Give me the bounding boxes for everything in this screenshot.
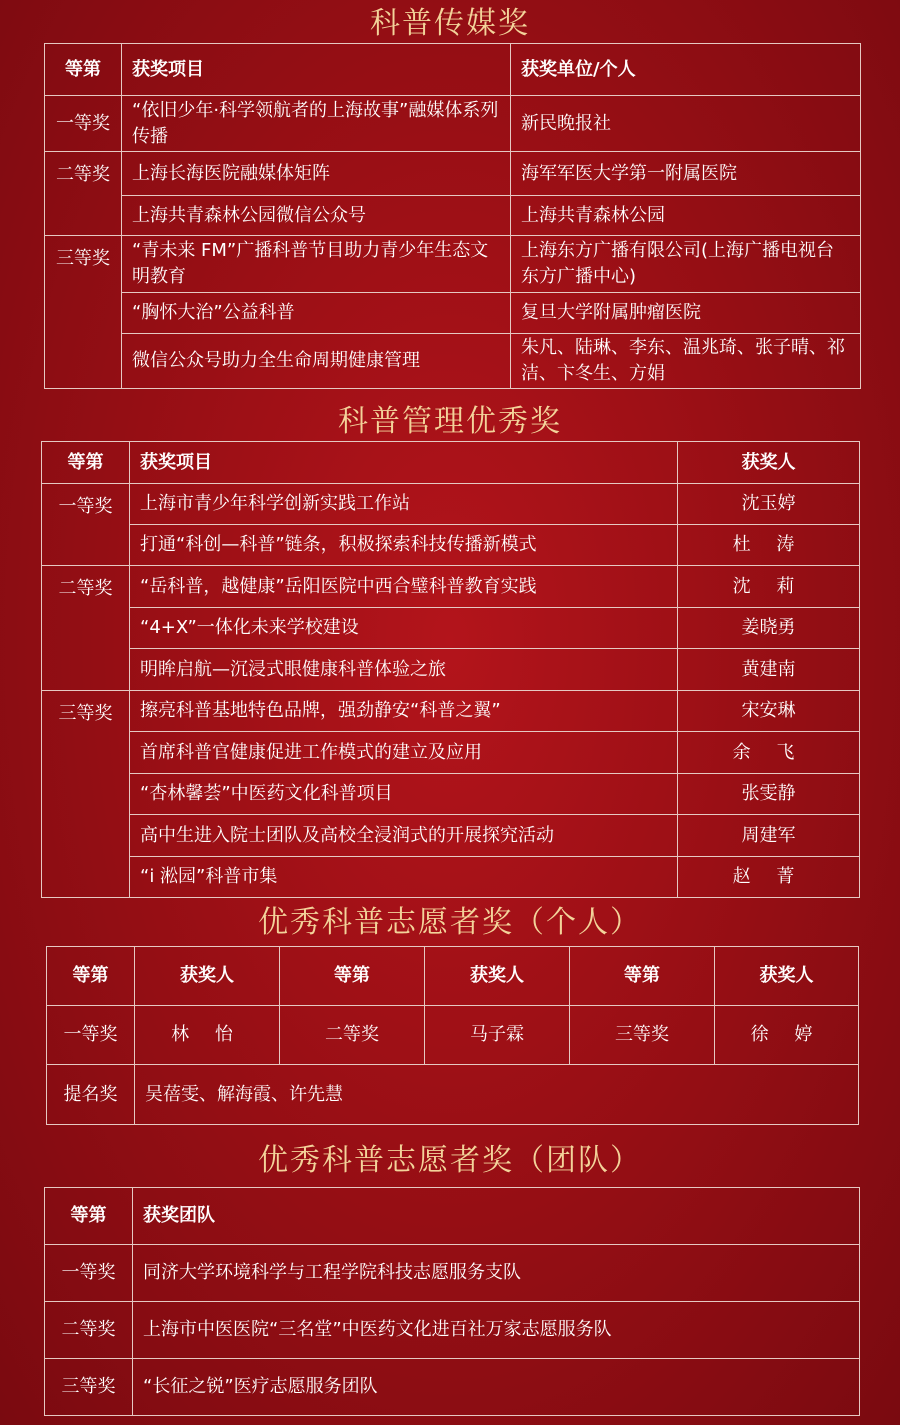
header-grade: 等第 [45,44,122,96]
management-award-table [41,441,860,898]
table-row [47,1065,859,1125]
project-cell: “依旧少年·科学领航者的上海故事”融媒体系列传播 [122,96,511,152]
nominees-cell: 吴蓓雯、解海霞、许先慧 [135,1065,859,1125]
table-row [45,152,861,196]
winner-cell: 海军军医大学第一附属医院 [511,152,861,196]
grade-cell: 三等奖 [570,1006,715,1065]
table-header-row [45,1188,860,1245]
table-row [45,1359,860,1416]
winner-cell: 姜晓勇 [678,608,860,649]
table-row [42,691,860,732]
table-row [45,334,861,389]
table-row [45,96,861,152]
project-cell: 微信公众号助力全生命周期健康管理 [122,334,511,389]
header-winner: 获奖人 [135,947,280,1006]
table-row [42,484,860,525]
table-header-row [47,947,859,1006]
media-award-table [44,43,861,389]
table-row [42,525,860,566]
grade-cell: 一等奖 [45,96,122,152]
winner-cell: 赵 菁 [678,857,860,898]
winner-cell: 朱凡、陆琳、李东、温兆琦、张子晴、祁洁、卞冬生、方娟 [511,334,861,389]
header-winner: 获奖人 [678,442,860,484]
winner-cell: 林 怡 [135,1006,280,1065]
project-cell: “岳科普，越健康”岳阳医院中西合璧科普教育实践 [130,566,678,608]
header-winner: 获奖人 [715,947,859,1006]
table-row [42,608,860,649]
project-cell: 打通“科创—科普”链条，积极探索科技传播新模式 [130,525,678,566]
grade-cell: 二等奖 [280,1006,425,1065]
project-cell: “杏林馨荟”中医药文化科普项目 [130,774,678,815]
grade-cell: 三等奖 [45,1359,133,1416]
grade-cell: 二等奖 [42,566,130,691]
table-row [45,293,861,334]
grade-cell: 三等奖 [42,691,130,898]
header-grade: 等第 [45,1188,133,1245]
team-cell: 上海市中医医院“三名堂”中医药文化进百社万家志愿服务队 [133,1302,860,1359]
table-row [42,732,860,774]
media-award-title: 科普传媒奖 [370,6,530,41]
header-project: 获奖项目 [122,44,511,96]
winner-cell: 新民晚报社 [511,96,861,152]
project-cell: “4+X”一体化未来学校建设 [130,608,678,649]
volunteer-team-table [44,1187,860,1416]
table-row [42,815,860,857]
project-cell: 上海共青森林公园微信公众号 [122,196,511,236]
winner-cell: 徐 婷 [715,1006,859,1065]
management-award-title: 科普管理优秀奖 [338,404,562,439]
team-cell: “长征之锐”医疗志愿服务团队 [133,1359,860,1416]
table-row [45,196,861,236]
winner-cell: 周建军 [678,815,860,857]
winner-cell: 沈 莉 [678,566,860,608]
winner-cell: 复旦大学附属肿瘤医院 [511,293,861,334]
header-winner: 获奖人 [425,947,570,1006]
grade-cell: 提名奖 [47,1065,135,1125]
winner-cell: 黄建南 [678,649,860,691]
table-row [45,236,861,293]
header-grade: 等第 [570,947,715,1006]
grade-cell: 二等奖 [45,152,122,236]
header-winner: 获奖单位/个人 [511,44,861,96]
volunteer-team-title: 优秀科普志愿者奖（团队） [258,1143,642,1178]
header-project: 获奖项目 [130,442,678,484]
project-cell: “i 淞园”科普市集 [130,857,678,898]
table-row [42,566,860,608]
table-header-row [42,442,860,484]
table-header-row [45,44,861,96]
project-cell: 高中生进入院士团队及高校全浸润式的开展探究活动 [130,815,678,857]
project-cell: 首席科普官健康促进工作模式的建立及应用 [130,732,678,774]
grade-cell: 二等奖 [45,1302,133,1359]
grade-cell: 一等奖 [42,484,130,566]
project-cell: 明眸启航—沉浸式眼健康科普体验之旅 [130,649,678,691]
table-row [47,1006,859,1065]
project-cell: 擦亮科普基地特色品牌，强劲静安“科普之翼” [130,691,678,732]
header-grade: 等第 [47,947,135,1006]
winner-cell: 马子霖 [425,1006,570,1065]
project-cell: 上海长海医院融媒体矩阵 [122,152,511,196]
header-team: 获奖团队 [133,1188,860,1245]
grade-cell: 三等奖 [45,236,122,389]
table-row [45,1302,860,1359]
header-grade: 等第 [42,442,130,484]
header-grade: 等第 [280,947,425,1006]
grade-cell: 一等奖 [45,1245,133,1302]
volunteer-individual-title: 优秀科普志愿者奖（个人） [258,905,642,940]
volunteer-individual-table [46,946,859,1125]
winner-cell: 张雯静 [678,774,860,815]
winner-cell: 沈玉婷 [678,484,860,525]
winner-cell: 杜 涛 [678,525,860,566]
table-row [45,1245,860,1302]
project-cell: “胸怀大治”公益科普 [122,293,511,334]
winner-cell: 上海共青森林公园 [511,196,861,236]
grade-cell: 一等奖 [47,1006,135,1065]
team-cell: 同济大学环境科学与工程学院科技志愿服务支队 [133,1245,860,1302]
project-cell: “青未来 FM”广播科普节目助力青少年生态文明教育 [122,236,511,293]
project-cell: 上海市青少年科学创新实践工作站 [130,484,678,525]
winner-cell: 余 飞 [678,732,860,774]
winner-cell: 宋安琳 [678,691,860,732]
winner-cell: 上海东方广播有限公司(上海广播电视台东方广播中心) [511,236,861,293]
table-row [42,857,860,898]
table-row [42,649,860,691]
table-row [42,774,860,815]
